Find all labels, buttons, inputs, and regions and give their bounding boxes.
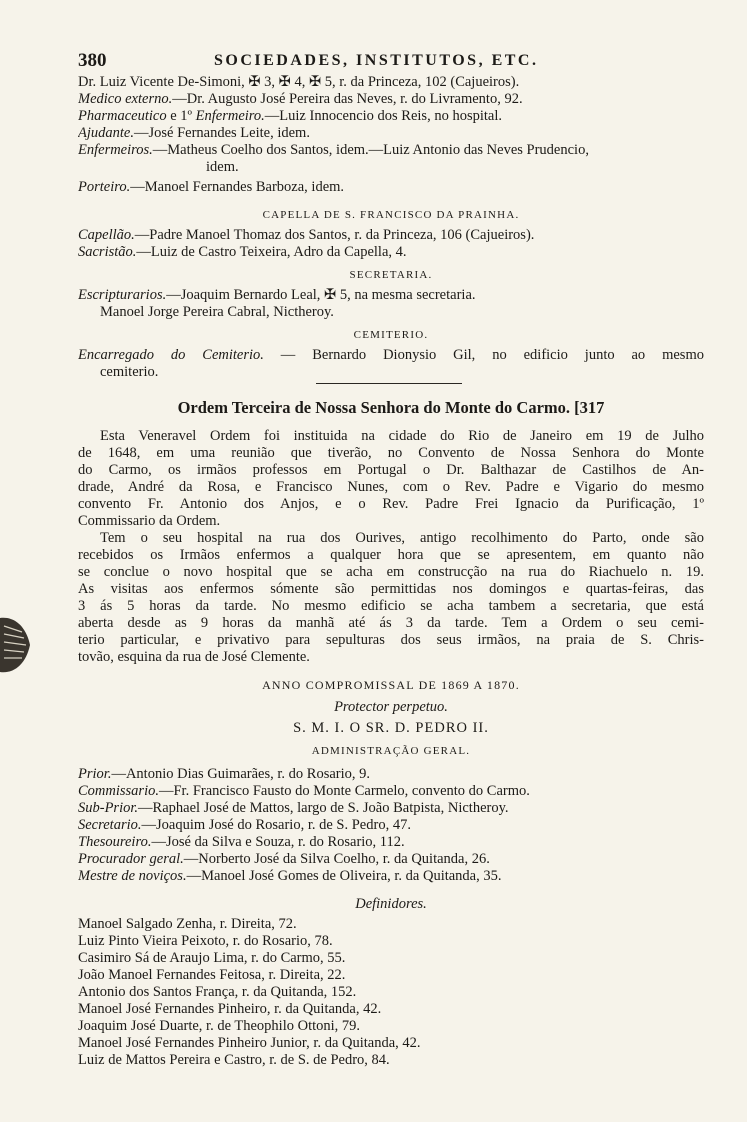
capella-section: [78, 203, 704, 261]
paragraph-line: As visitas aos enfermos sómente são permittidas nos domingos e quartas-feiras, das: [78, 581, 704, 597]
staff-line-continuation: cemiterio.: [100, 364, 159, 380]
staff-line: Sacristão.—Luiz de Castro Teixeira, Adro da Capella, 4.: [78, 244, 407, 260]
page-header: [78, 50, 678, 72]
officer-row: Prior.—Antonio Dias Guimarães, r. do Rosario, 9.: [78, 766, 371, 782]
section-heading: CAPELLA DE S. FRANCISCO DA PRAINHA.: [262, 209, 520, 221]
member-row: Manoel José Fernandes Pinheiro, r. da Quitanda, 42.: [78, 1001, 382, 1017]
staff-line: Encarregado do Cemiterio. — Bernardo Dionysio Gil, no edificio junto ao mesmo: [78, 347, 704, 363]
paragraph-line: se conclue o novo hospital que se acha em construcção na rua do Riachuelo n. 19.: [78, 564, 704, 580]
protector-name: S. M. I. O SR. D. PEDRO II.: [293, 720, 489, 736]
staff-line: Manoel Jorge Pereira Cabral, Nictheroy.: [100, 304, 334, 320]
section-divider: [316, 383, 462, 384]
member-row: Luiz Pinto Vieira Peixoto, r. do Rosario, 78.: [78, 933, 333, 949]
paragraph-line: aberta desde as 9 horas da manhã até ás 3 da tarde. Tem a Ordem o seu cemi-: [78, 615, 704, 631]
officer-row: Secretario.—Joaquim José do Rosario, r. de S. Pedro, 47.: [78, 817, 411, 833]
staff-line: Ajudante.—José Fernandes Leite, idem.: [78, 125, 310, 141]
paragraph-line: terio particular, e privativo para sepulturas dos seus irmãos, na praia de S. Chris-: [78, 632, 704, 648]
page-number: 380: [78, 50, 107, 71]
officer-row: Commissario.—Fr. Francisco Fausto do Monte Carmelo, convento do Carmo.: [78, 783, 530, 799]
staff-line-continuation: idem.: [206, 159, 239, 175]
staff-line: Dr. Luiz Vicente De-Simoni, ✠ 3, ✠ 4, ✠ 5, r. da Princeza, 102 (Cajueiros).: [78, 74, 520, 90]
member-row: Casimiro Sá de Araujo Lima, r. do Carmo, 55.: [78, 950, 346, 966]
staff-line: Enfermeiros.—Matheus Coelho dos Santos, idem.—Luiz Antonio das Neves Prudencio,: [78, 142, 589, 158]
paragraph-line: 3 ás 5 horas da tarde. No mesmo edificio se acha tambem a secretaria, que está: [78, 598, 704, 614]
protector-block: [78, 673, 704, 763]
section-heading: ADMINISTRAÇÃO GERAL.: [311, 745, 471, 757]
paragraph-line: Esta Veneravel Ordem foi instituida na cidade do Rio de Janeiro em 19 de Julho: [100, 428, 704, 444]
member-row: Manoel José Fernandes Pinheiro Junior, r. da Quitanda, 42.: [78, 1035, 421, 1051]
section-heading: SECRETARIA.: [349, 269, 433, 281]
member-row: Antonio dos Santos França, r. da Quitanda, 152.: [78, 984, 357, 1000]
year-heading: ANNO COMPROMISSAL DE 1869 A 1870.: [262, 678, 520, 692]
paragraph-line: drade, André da Rosa, e Francisco Nunes, com o Rev. Padre e Vigario do mesmo: [78, 479, 704, 495]
secretaria-section: [78, 263, 704, 321]
officers-list: [78, 766, 704, 885]
paragraph-line: convento Fr. Antonio dos Anjos, e o Rev. Padre Frei Ignacio da Purificação, 1º: [78, 496, 704, 512]
protector-label: Protector perpetuo.: [334, 699, 448, 715]
paragraph-line: Commissario da Ordem.: [78, 513, 221, 529]
officer-row: Sub-Prior.—Raphael José de Mattos, largo de S. João Batpista, Nictheroy.: [78, 800, 509, 816]
staff-line: Pharmaceutico e 1º Enfermeiro.—Luiz Innocencio dos Reis, no hospital.: [78, 108, 502, 124]
staff-line: Porteiro.—Manoel Fernandes Barboza, idem.: [78, 179, 345, 195]
paragraph-line: de 1648, em uma reunião que tiverão, no Convento de Nossa Senhora do Monte: [78, 445, 704, 461]
officer-row: Thesoureiro.—José da Silva e Souza, r. do Rosario, 112.: [78, 834, 405, 850]
running-head: SOCIEDADES, INSTITUTOS, ETC.: [214, 52, 539, 69]
member-row: Manoel Salgado Zenha, r. Direita, 72.: [78, 916, 297, 932]
staff-line: Escripturarios.—Joaquim Bernardo Leal, ✠ 5, na mesma secretaria.: [78, 287, 476, 303]
staff-line: Medico externo.—Dr. Augusto José Pereira das Neves, r. do Livramento, 92.: [78, 91, 523, 107]
paragraph-line: recebidos os Irmãos enfermos a qualquer hora que se apresentem, em quanto não: [78, 547, 704, 563]
paragraph-line: Tem o seu hospital na rua dos Ourives, antigo recolhimento do Parto, onde são: [100, 530, 704, 546]
member-row: Joaquim José Duarte, r. de Theophilo Ottoni, 79.: [78, 1018, 361, 1034]
staff-line: Capellão.—Padre Manoel Thomaz dos Santos, r. da Princeza, 106 (Cajueiros).: [78, 227, 535, 243]
officer-row: Procurador geral.—Norberto José da Silva Coelho, r. da Quitanda, 26.: [78, 851, 490, 867]
paragraph-line: tovão, esquina da rua de José Clemente.: [78, 649, 310, 665]
binding-shadow-artifact: [0, 612, 34, 678]
definidores-heading: Definidores.: [355, 896, 427, 912]
officer-row: Mestre de noviços.—Manoel José Gomes de Oliveira, r. da Quitanda, 35.: [78, 868, 502, 884]
history-paragraph: [78, 428, 704, 530]
section-heading: CEMITERIO.: [353, 329, 429, 341]
section-title: Ordem Terceira de Nossa Senhora do Monte do Carmo. [317: [177, 398, 605, 417]
member-row: Luiz de Mattos Pereira e Castro, r. de S. de Pedro, 84.: [78, 1052, 390, 1068]
hospital-paragraph: [78, 530, 704, 666]
hospital-staff-list: [78, 74, 704, 196]
definidores-section: [78, 892, 704, 1069]
cemiterio-section: [78, 323, 704, 381]
member-row: João Manoel Fernandes Feitosa, r. Direita, 22.: [78, 967, 346, 983]
paragraph-line: do Carmo, os irmãos professos em Portugal o Dr. Balthazar de Castilhos de An-: [78, 462, 704, 478]
